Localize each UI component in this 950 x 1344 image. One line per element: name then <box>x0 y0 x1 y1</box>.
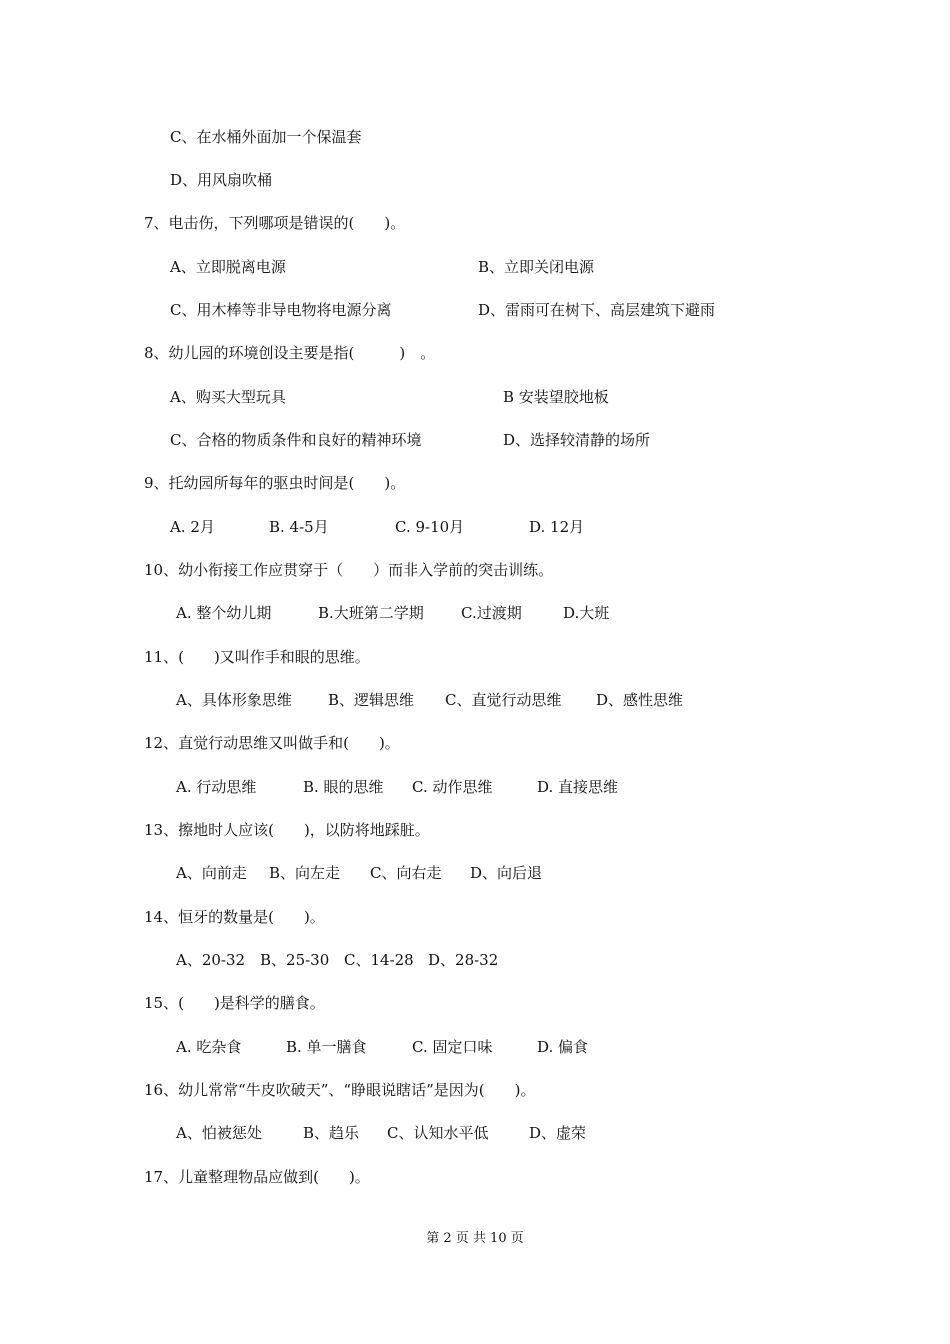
question-15: 15、( )是科学的膳食。 <box>144 994 325 1012</box>
option-7b: B、立即关闭电源 <box>478 258 595 276</box>
option-12c: C. 动作思维 <box>412 778 493 796</box>
option-13b: B、向左走 <box>269 864 341 882</box>
option-11a: A、具体形象思维 <box>176 691 292 709</box>
question-17: 17、儿童整理物品应做到( )。 <box>144 1168 370 1186</box>
option-15b: B. 单一膳食 <box>286 1038 367 1056</box>
option-14d: D、28-32 <box>428 951 499 969</box>
question-7: 7、电击伤，下列哪项是错误的( )。 <box>144 214 406 232</box>
option-7c: C、用木棒等非导电物将电源分离 <box>170 301 392 319</box>
option-6c: C、在水桶外面加一个保温套 <box>170 128 362 146</box>
option-14a: A、20-32 <box>176 951 246 969</box>
option-11d: D、感性思维 <box>596 691 684 709</box>
option-9d: D. 12月 <box>529 518 585 536</box>
question-13: 13、擦地时人应该( )，以防将地踩脏。 <box>144 821 430 839</box>
option-12a: A. 行动思维 <box>176 778 257 796</box>
option-7a: A、立即脱离电源 <box>170 258 286 276</box>
option-7d: D、雷雨可在树下、高层建筑下避雨 <box>478 301 716 319</box>
question-8: 8、幼儿园的环境创设主要是指( ) 。 <box>144 344 436 362</box>
option-6d: D、用风扇吹桶 <box>170 171 273 189</box>
option-16d: D、虚荣 <box>529 1124 587 1142</box>
option-8c: C、合格的物质条件和良好的精神环境 <box>170 431 422 449</box>
option-10d: D.大班 <box>563 604 610 622</box>
option-9b: B. 4-5月 <box>269 518 329 536</box>
option-14b: B、25-30 <box>260 951 330 969</box>
option-14c: C、14-28 <box>344 951 414 969</box>
question-10: 10、幼小衔接工作应贯穿于（ ）而非入学前的突击训练。 <box>144 561 554 579</box>
option-13d: D、向后退 <box>470 864 543 882</box>
option-16a: A、怕被惩处 <box>176 1124 262 1142</box>
option-10a: A. 整个幼儿期 <box>176 604 272 622</box>
option-8b: B 安装望胶地板 <box>503 388 609 406</box>
page-footer: 第 2 页 共 10 页 <box>426 1231 524 1246</box>
question-16: 16、幼儿常常“牛皮吹破天”、“睁眼说瞎话”是因为( )。 <box>144 1081 536 1099</box>
option-9a: A. 2月 <box>170 518 215 536</box>
option-16c: C、认知水平低 <box>387 1124 489 1142</box>
option-13c: C、向右走 <box>370 864 442 882</box>
option-8d: D、选择较清静的场所 <box>503 431 651 449</box>
option-15a: A. 吃杂食 <box>176 1038 242 1056</box>
option-10b: B.大班第二学期 <box>318 604 424 622</box>
question-9: 9、托幼园所每年的驱虫时间是( )。 <box>144 474 406 492</box>
option-12d: D. 直接思维 <box>537 778 619 796</box>
question-14: 14、恒牙的数量是( )。 <box>144 908 325 926</box>
option-16b: B、趋乐 <box>303 1124 360 1142</box>
option-15c: C. 固定口味 <box>412 1038 493 1056</box>
option-8a: A、购买大型玩具 <box>170 388 286 406</box>
option-10c: C.过渡期 <box>461 604 522 622</box>
option-11b: B、逻辑思维 <box>328 691 415 709</box>
option-9c: C. 9-10月 <box>395 518 465 536</box>
option-12b: B. 眼的思维 <box>303 778 384 796</box>
option-15d: D. 偏食 <box>537 1038 589 1056</box>
option-13a: A、向前走 <box>176 864 247 882</box>
question-12: 12、直觉行动思维又叫做手和( )。 <box>144 734 400 752</box>
option-11c: C、直觉行动思维 <box>445 691 562 709</box>
question-11: 11、( )又叫作手和眼的思维。 <box>144 648 370 666</box>
